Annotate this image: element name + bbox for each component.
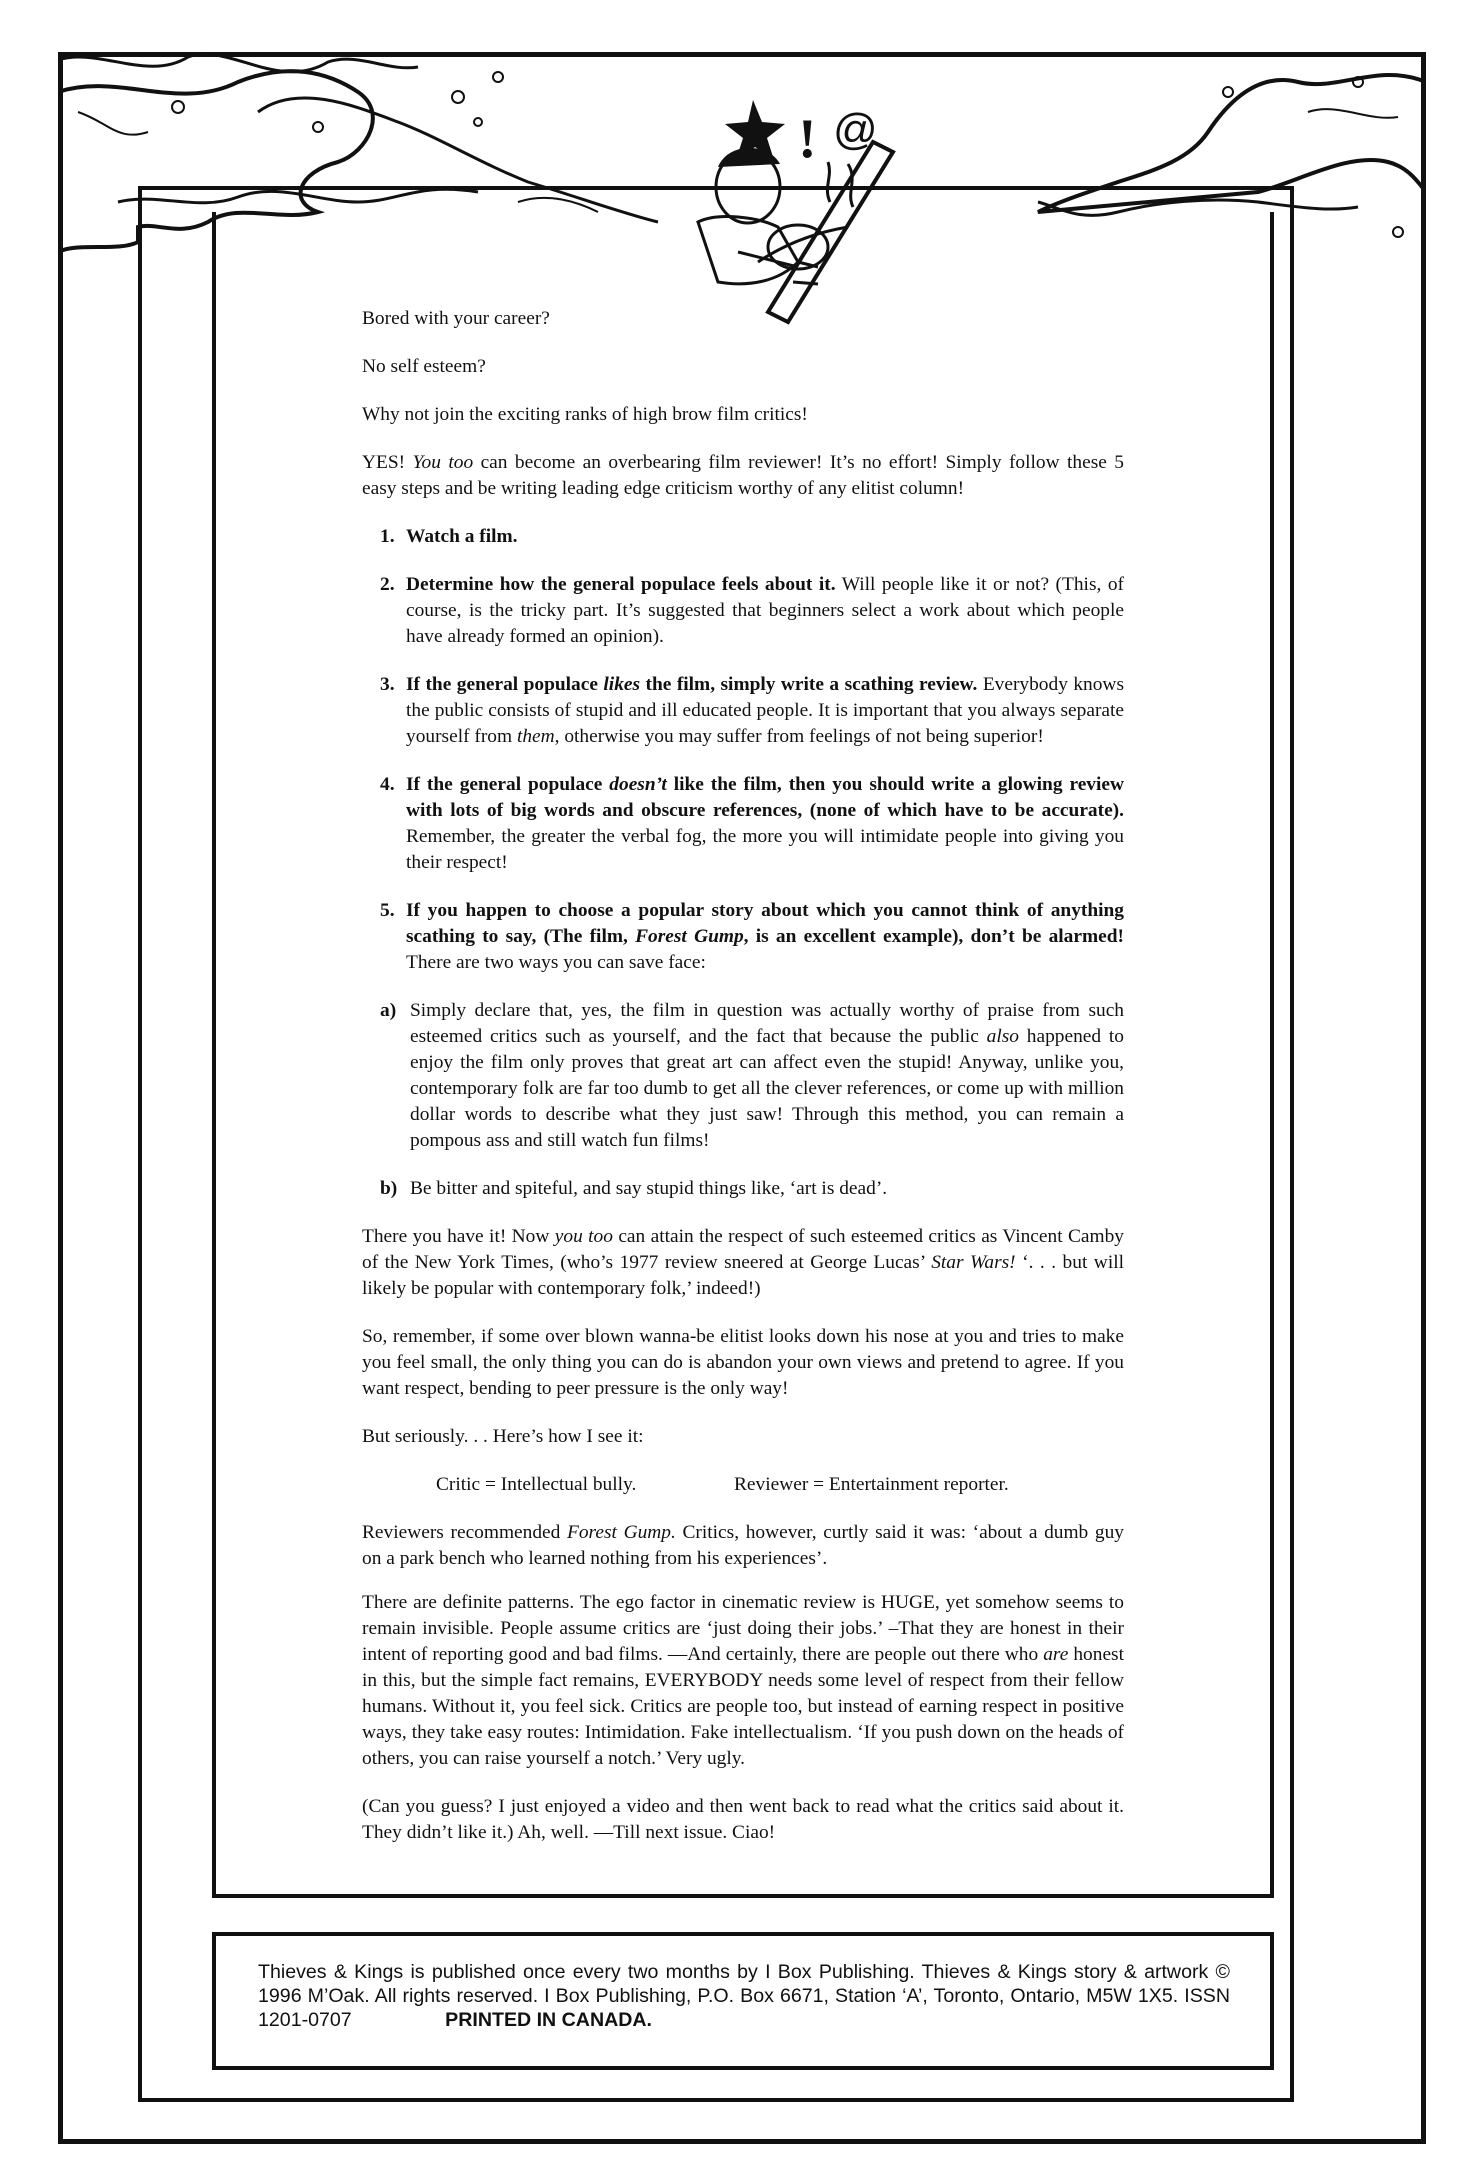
step-item: 4. If the general populace doesn’t like the film, then you should write a glowing review with lots of big words and obscure references, (none of which have to be accurate). Remember, the greater the verbal fog, the more you will intimidate people into giving you their respect! bbox=[380, 774, 1125, 873]
at-symbol: @ bbox=[833, 105, 878, 154]
option-item: a) Simply declare that, yes, the film in question was actually worthy of praise from such esteemed critics such as yourself, and the fact that because the public also happened to enjoy the film only proves that great art can affect even the stupid! Anyway, unlike you, contemporary folk are far too dumb to get all the clever references, or come up with million dollar words to describe what they just saw! Through this method, you can remain a pompous ass and still watch fun films! bbox=[380, 1000, 1124, 1151]
step-item: 1. Watch a film. bbox=[380, 526, 518, 547]
intro-line: Bored with your career? bbox=[362, 308, 550, 329]
step-item: 3. If the general populace likes the film, simply write a scathing review. Everybody knows the public consists of stupid and ill educated people. It is important that you always separate yourself from them, otherwise you may suffer from feelings of not being superior! bbox=[380, 674, 1124, 747]
step-item: 5. If you happen to choose a popular story about which you cannot think of anything scathing to say, (The film, Forest Gump, is an excellent example), don’t be alarmed! There are two ways you can save face: bbox=[380, 900, 1124, 973]
printed-in-canada: PRINTED IN CANADA. bbox=[445, 2009, 652, 2031]
remember-paragraph: So, remember, if some over blown wanna-be elitist looks down his nose at you and tries to make you feel small, the only thing you can do is abandon your own views and pretend to agree. If you want respect, bending to peer pressure is the only way! bbox=[362, 1326, 1124, 1399]
critic-definition: Critic = Intellectual bully. bbox=[436, 1474, 637, 1495]
left-foliage bbox=[58, 54, 418, 72]
definitions bbox=[436, 1472, 1124, 1498]
intro-line: No self esteem? bbox=[362, 356, 486, 377]
patterns-paragraph: There are definite patterns. The ego factor in cinematic review is HUGE, yet somehow seems to remain invisible. People assume critics are ‘just doing their jobs.’ –That they are honest in their intent of reporting good and bad films. —And certainly, there are people out there who are honest in this, but the simple fact remains, EVERYBODY needs some level of respect from their fellow humans. Without it, you feel sick. Critics are people too, but instead of earning respect in positive ways, they take easy routes: Intimidation. Fake intellectualism. ‘If you push down on the heads of others, you can raise yourself a notch.’ Very ugly. bbox=[362, 1592, 1124, 1769]
step-item: 2. Determine how the general populace feels about it. Will people like it or not? (This, of course, is the tricky part. It’s suggested that beginners select a work about which people have already formed an opinion). bbox=[380, 574, 1124, 647]
reviewers-paragraph: Reviewers recommended Forest Gump. Critics, however, curtly said it was: ‘about a dumb guy on a park bench who learned nothing from his experiences’. bbox=[362, 1522, 1124, 1569]
publishing-info: Thieves & Kings is published once every two months by I Box Publishing. Thieves & Kings story & artwork © 1996 M’Oak. All rights reserved. I Box Publishing, P.O. Box 6671, Station ‘A’, Toronto, Ontario, M5W 1X5. ISSN 1201-0707 PRINTED IN CANADA. bbox=[258, 1961, 1230, 2031]
option-item: b) Be bitter and spiteful, and say stupid things like, ‘art is dead’. bbox=[380, 1178, 888, 1199]
closing-paragraph: (Can you guess? I just enjoyed a video and then went back to read what the critics said about it. They didn’t like it.) Ah, well. —Till next issue. Ciao! bbox=[362, 1796, 1124, 1843]
pitch-paragraph: YES! You too can become an overbearing film reviewer! It’s no effort! Simply follow these 5 easy steps and be writing leading edge criticism worthy of any elitist column! bbox=[362, 452, 1124, 499]
reviewer-definition: Reviewer = Entertainment reporter. bbox=[734, 1474, 1009, 1495]
intro bbox=[362, 306, 1124, 428]
seriously-line: But seriously. . . Here’s how I see it: bbox=[362, 1426, 644, 1447]
intro-line: Why not join the exciting ranks of high brow film critics! bbox=[362, 404, 808, 425]
article-body bbox=[362, 306, 1124, 1864]
conclusion-paragraph: There you have it! Now you too can attain the respect of such esteemed critics as Vincent Camby of the New York Times, (who’s 1977 review sneered at George Lucas’ Star Wars! ‘. . . but will likely be popular with contemporary folk,’ indeed!) bbox=[362, 1226, 1124, 1299]
exclamation-symbol: ! bbox=[798, 108, 817, 170]
